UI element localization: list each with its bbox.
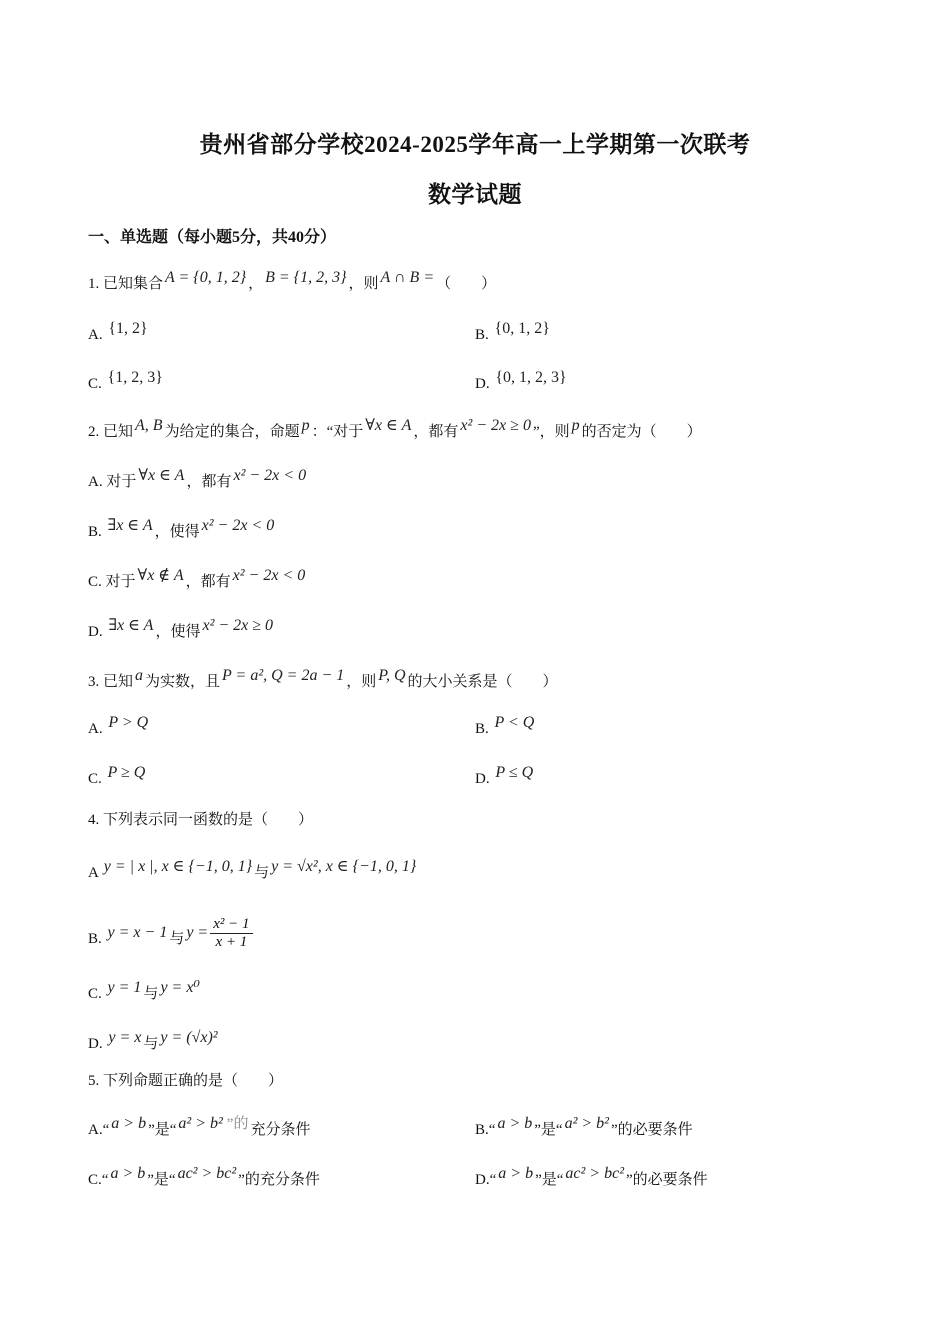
option-text: ，都有	[185, 574, 231, 590]
math-expr: y = x − 1	[107, 923, 168, 941]
option-5c	[88, 1165, 320, 1189]
math-expr: y = (√x)²	[160, 1029, 218, 1046]
math-expr: P, Q	[378, 667, 406, 684]
math-expr: P < Q	[494, 714, 535, 731]
option-label: B.	[88, 524, 102, 540]
math-expr: a > b	[111, 1115, 147, 1132]
question-text: ：“对于	[311, 424, 364, 440]
option-label: D.	[475, 1172, 490, 1188]
math-expr: ∀x ∈ A	[365, 417, 412, 434]
option-text: ，使得	[155, 624, 201, 640]
option-label: C.	[88, 771, 102, 787]
option-5a	[88, 1115, 311, 1139]
exam-subtitle: 数学试题	[428, 182, 522, 207]
option-text: 与	[143, 1036, 159, 1052]
option-text: 对于	[106, 474, 137, 490]
option-text: ”是“	[148, 1122, 177, 1138]
question-4	[88, 808, 313, 829]
math-expr: a² > b²	[178, 1115, 223, 1132]
option-text: 与	[254, 865, 270, 881]
question-number: 4.	[88, 812, 100, 828]
question-3	[88, 667, 558, 691]
option-text: ”的必要条件	[610, 1122, 693, 1138]
option-label: B.	[475, 1122, 489, 1138]
question-2	[88, 417, 702, 441]
option-label: A.	[88, 327, 103, 343]
option-text: ，都有	[186, 474, 232, 490]
question-text: ，	[248, 276, 264, 292]
option-text: “	[102, 1122, 110, 1138]
math-expr: P ≤ Q	[495, 764, 534, 781]
math-expr: y = | x |, x ∈ {−1, 0, 1}	[103, 858, 253, 875]
option-4c	[88, 979, 202, 1003]
option-3d	[475, 764, 535, 788]
question-text: 下列表示同一函数的是（ ）	[103, 812, 314, 828]
math-expr: p	[571, 417, 580, 434]
option-1d	[475, 369, 569, 393]
question-text: （ ）	[436, 276, 497, 292]
question-text: ，则	[346, 674, 377, 690]
option-label: D.	[475, 376, 490, 392]
math-expr: a > b	[498, 1165, 534, 1182]
option-2a	[88, 467, 308, 491]
math-expr: y = x	[108, 1029, 142, 1046]
option-label: A	[88, 865, 99, 881]
option-3a	[88, 714, 150, 738]
math-expr: ac² > bc²	[565, 1165, 624, 1182]
math-expr: P = a², Q = 2a − 1	[222, 667, 345, 684]
option-text: ，使得	[154, 524, 200, 540]
question-text: ，都有	[413, 424, 459, 440]
math-expr: {0, 1, 2}	[494, 320, 550, 337]
math-expr: ∀x ∉ A	[137, 567, 184, 584]
option-label: D.	[88, 1036, 103, 1052]
math-expr: y =	[186, 923, 209, 941]
math-expr: y = √x², x ∈ {−1, 0, 1}	[271, 858, 417, 875]
question-text: 已知集合	[103, 276, 164, 292]
option-2c	[88, 567, 307, 591]
option-5b	[475, 1115, 693, 1139]
math-expr: x² − 2x < 0	[232, 567, 306, 584]
option-label: D.	[475, 771, 490, 787]
question-5	[88, 1069, 283, 1090]
option-text: 充分条件	[250, 1122, 311, 1138]
option-label: C.	[88, 1172, 102, 1188]
option-text: ”是“	[535, 1172, 564, 1188]
option-label: B.	[475, 327, 489, 343]
option-text: “	[489, 1172, 497, 1188]
option-2b	[88, 517, 276, 541]
question-text: ”，则	[532, 424, 570, 440]
option-label: C.	[88, 986, 102, 1002]
question-number: 3.	[88, 674, 100, 690]
section-heading: 一、单选题（每小题5分，共40分）	[88, 229, 337, 246]
math-expr: a > b	[497, 1115, 533, 1132]
question-text: 为给定的集合，命题	[164, 424, 300, 440]
option-1b	[475, 320, 552, 344]
math-expr: p	[301, 417, 310, 434]
math-expr: a	[135, 667, 144, 684]
math-expr: ∃x ∈ A	[108, 617, 154, 634]
option-text: “	[101, 1172, 109, 1188]
fraction-numerator: x² − 1	[210, 916, 252, 934]
math-expr: x² − 2x ≥ 0	[202, 617, 274, 634]
math-expr: x² − 2x < 0	[201, 517, 275, 534]
math-expr: {1, 2, 3}	[107, 369, 163, 386]
option-1a	[88, 320, 150, 344]
option-label: C.	[88, 376, 102, 392]
option-label: A.	[88, 721, 103, 737]
option-label: A.	[88, 1122, 103, 1138]
math-expr: x² − 2x ≥ 0	[460, 417, 531, 434]
exam-title: 贵州省部分学校2024-2025学年高一上学期第一次联考	[199, 132, 751, 157]
option-4d	[88, 1029, 220, 1053]
question-number: 1.	[88, 276, 100, 292]
question-text: 的否定为（ ）	[581, 424, 702, 440]
question-text: 已知	[103, 424, 134, 440]
fraction	[210, 916, 252, 951]
question-text: 下列命题正确的是（ ）	[103, 1073, 284, 1089]
question-text: ，则	[348, 276, 379, 292]
option-text: ”的必要条件	[625, 1172, 708, 1188]
math-expr: B = {1, 2, 3}	[265, 269, 347, 286]
math-expr: A ∩ B =	[380, 269, 435, 286]
question-number: 5.	[88, 1073, 100, 1089]
question-text: 的大小关系是（ ）	[407, 674, 558, 690]
option-label: B.	[475, 721, 489, 737]
math-expr: P ≥ Q	[107, 764, 146, 781]
math-expr: y = 1	[107, 979, 142, 996]
math-expr-fragment: ”的	[226, 1116, 249, 1132]
option-4b	[88, 916, 253, 957]
fraction-denominator: x + 1	[215, 934, 248, 950]
question-1	[88, 269, 497, 293]
question-text: 为实数，且	[145, 674, 221, 690]
option-label: B.	[88, 930, 102, 947]
option-text: 对于	[105, 574, 136, 590]
option-text: 与	[143, 986, 159, 1002]
option-label: D.	[88, 624, 103, 640]
option-1c	[88, 369, 165, 393]
math-expr: {0, 1, 2, 3}	[495, 369, 567, 386]
math-expr: P > Q	[108, 714, 149, 731]
question-text: 已知	[103, 674, 134, 690]
math-expr: ∃x ∈ A	[107, 517, 153, 534]
option-label: A.	[88, 474, 103, 490]
option-3c	[88, 764, 147, 788]
option-4a	[88, 858, 418, 882]
math-expr: {1, 2}	[108, 320, 148, 337]
option-label: C.	[88, 574, 102, 590]
option-text: ”的充分条件	[238, 1172, 320, 1188]
option-5d	[475, 1165, 708, 1189]
math-expr: A, B	[135, 417, 163, 434]
option-text: 与	[169, 930, 185, 947]
math-expr: y = x⁰	[160, 979, 200, 996]
option-text: ”是“	[534, 1122, 563, 1138]
option-text: “	[488, 1122, 496, 1138]
math-expr: A = {0, 1, 2}	[165, 269, 247, 286]
math-expr: x² − 2x < 0	[233, 467, 307, 484]
option-text: ”是“	[147, 1172, 176, 1188]
math-expr: a > b	[110, 1165, 146, 1182]
math-expr: ac² > bc²	[177, 1165, 237, 1182]
math-expr: ∀x ∈ A	[138, 467, 185, 484]
question-number: 2.	[88, 424, 100, 440]
math-expr: a² > b²	[564, 1115, 609, 1132]
option-2d	[88, 617, 275, 641]
option-3b	[475, 714, 536, 738]
